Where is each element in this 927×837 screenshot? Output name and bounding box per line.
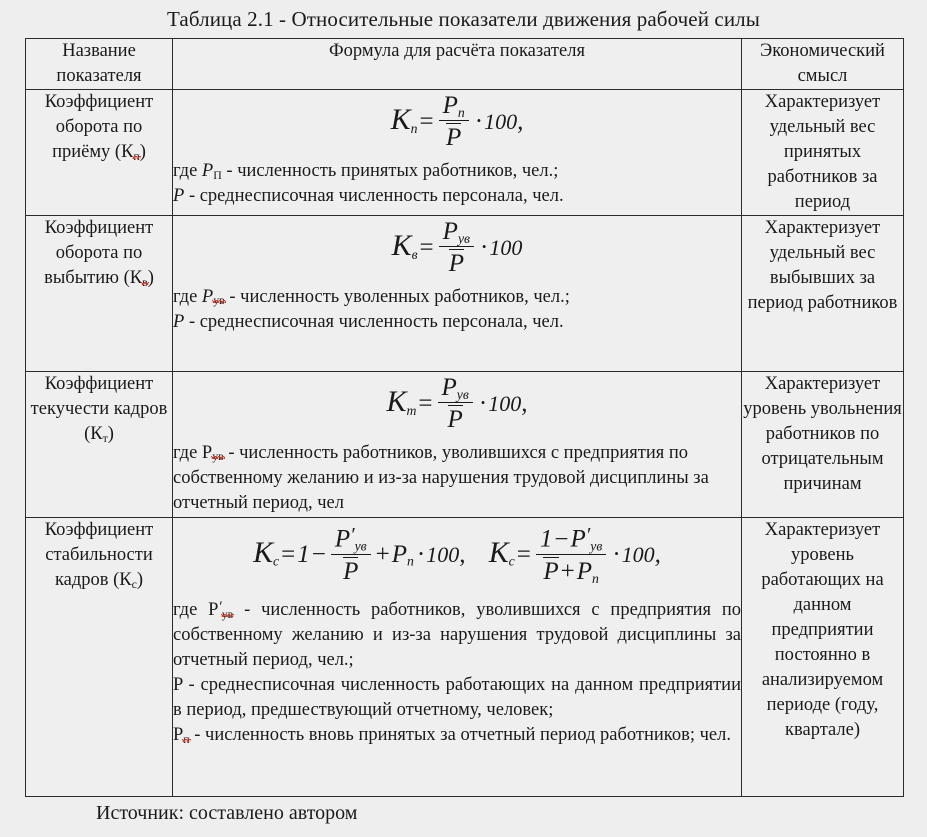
row-name-cell bbox=[26, 518, 173, 797]
note-text: - среднесписочная численность персонала, чел. bbox=[184, 185, 564, 206]
formula-multiply-dot: · bbox=[416, 540, 426, 568]
formula-fraction bbox=[438, 375, 473, 434]
row-sense-cell: Характеризует удельный вес принятых работников за период bbox=[742, 90, 904, 216]
numerator-p: P bbox=[442, 218, 458, 245]
fraction-numerator bbox=[439, 93, 469, 121]
note-text: - численность принятых работников, чел.; bbox=[221, 160, 559, 181]
row-name-cell: Коэффициент оборота по приёму $(К_п)$ bbox=[26, 90, 173, 216]
formula-note-1: где $P_{ув}$ - численность уволенных работников, чел.; bbox=[173, 286, 570, 308]
formula-sub-v: в bbox=[411, 246, 418, 262]
formula-kc-pair bbox=[173, 518, 741, 594]
numerator-sub: ув bbox=[456, 386, 469, 402]
header-sense: Экономический смысл bbox=[742, 39, 904, 90]
fraction-denominator bbox=[439, 247, 474, 277]
row-sense-cell: Характеризует уровень увольнения работников по отрицательным причинам bbox=[742, 372, 904, 518]
formula-hundred: 100 bbox=[488, 390, 522, 416]
formula-p-pp-sub: п bbox=[407, 553, 414, 569]
denominator-p-overline: P bbox=[343, 557, 359, 585]
fraction-denominator bbox=[536, 555, 606, 585]
row-name-text: Коэффициент оборота по выбытию (К bbox=[44, 218, 154, 288]
note-text: - численность работников, уволившихся с предприятия по собственному желанию и из-за нарушения трудовой дисциплины за отчетный период, чел.; bbox=[173, 600, 741, 671]
formula-fraction bbox=[536, 525, 606, 585]
formula-equals: = bbox=[419, 233, 434, 261]
formula-one: 1 bbox=[297, 540, 310, 568]
table-header-row bbox=[26, 39, 904, 90]
note-text: - численность работников, уволившихся с предприятия по собственному желанию и из-за нарушения трудовой дисциплины за отчетный период, чел bbox=[173, 442, 709, 513]
formula-multiply-dot: · bbox=[478, 389, 488, 417]
row-name-text: Коэффициент оборота по приёму (К bbox=[44, 92, 154, 162]
table-caption: Таблица 2.1 - Относительные показатели движения рабочей силы bbox=[167, 7, 760, 31]
row-formula-cell bbox=[173, 216, 742, 372]
formula-sub-p: п bbox=[410, 120, 418, 136]
fraction-numerator bbox=[536, 525, 606, 555]
denominator-p-overline: P bbox=[448, 250, 464, 278]
formula-kt bbox=[173, 372, 741, 441]
row-sense-cell: Характеризует удельный вес выбывших за период работников bbox=[742, 216, 904, 372]
formula-symbol-k: К bbox=[488, 535, 509, 569]
row-name-tail: ) bbox=[136, 570, 144, 590]
table-row bbox=[26, 372, 904, 518]
formula-comma: , bbox=[654, 540, 661, 568]
formula-plus: + bbox=[375, 540, 390, 568]
note-text: - среднесписочная численность персонала, чел. bbox=[184, 311, 564, 332]
note-prefix: где bbox=[173, 442, 202, 463]
numerator-p: P bbox=[442, 92, 458, 119]
table-row bbox=[26, 90, 904, 216]
denominator-plus: + bbox=[560, 557, 575, 585]
fraction-denominator bbox=[439, 121, 469, 151]
row-name-tail: ) bbox=[139, 142, 146, 162]
formula-minus: − bbox=[311, 540, 326, 568]
denominator-p: P bbox=[576, 557, 593, 585]
formula-symbol-k: К bbox=[390, 102, 411, 136]
fraction-numerator bbox=[439, 219, 474, 247]
row-name-subscript: т bbox=[102, 430, 108, 445]
fraction-denominator bbox=[331, 555, 371, 585]
formula-note-1: где $P'_{ув}$ - численность работников, уволившихся с предприятия по собственному желанию и из-за нарушения трудовой дисциплины за отчетный период, чел.; bbox=[173, 598, 741, 671]
note-variable-subscript: П bbox=[213, 167, 222, 182]
fraction-numerator bbox=[331, 525, 371, 555]
formula-note-2 bbox=[173, 673, 741, 723]
formula-sub-s: с bbox=[272, 553, 280, 569]
denominator-p-overline: P bbox=[543, 557, 559, 585]
numerator-sub: п bbox=[457, 104, 465, 120]
numerator-p: P bbox=[441, 374, 457, 401]
note-variable-prime: ′ bbox=[218, 598, 222, 616]
formula-p-pp: P bbox=[391, 540, 408, 568]
formula-note-3: $P_п$ - численность вновь принятых за отчетный период работников; чел. bbox=[173, 725, 731, 747]
note-variable: P bbox=[201, 160, 214, 181]
numerator-prime: ′ bbox=[585, 524, 591, 546]
formula-kc-second bbox=[489, 526, 661, 586]
numerator-sub: ув bbox=[457, 230, 471, 246]
formula-kc-first bbox=[253, 526, 465, 586]
note-prefix: где bbox=[173, 286, 202, 307]
formula-fraction bbox=[439, 93, 469, 152]
row-formula-cell bbox=[173, 90, 742, 216]
row-formula-cell bbox=[173, 372, 742, 518]
formula-equals: = bbox=[516, 540, 531, 568]
formula-fraction bbox=[439, 219, 474, 278]
note-variable: P bbox=[173, 185, 185, 206]
row-name-cell bbox=[26, 372, 173, 518]
formula-multiply-dot: · bbox=[480, 233, 489, 261]
formula-multiply-dot: · bbox=[612, 540, 621, 568]
note-variable: P bbox=[173, 675, 183, 696]
formula-equals: = bbox=[418, 389, 433, 417]
note-variable: P bbox=[201, 442, 213, 463]
note-variable: P bbox=[208, 600, 219, 621]
numerator-minus: − bbox=[554, 525, 569, 553]
numerator-sub: ув bbox=[590, 538, 603, 554]
formula-note-2 bbox=[173, 184, 741, 209]
note-text: - численность вновь принятых за отчетный период работников; чел. bbox=[189, 725, 731, 746]
row-formula-cell bbox=[173, 518, 742, 797]
formula-sub-t: т bbox=[406, 402, 417, 418]
numerator-sub: ув bbox=[354, 538, 367, 554]
formula-hundred: 100 bbox=[621, 541, 655, 567]
formula-hundred: 100 bbox=[426, 541, 460, 567]
note-text: - среднесписочная численность работающих на данном предприятии в период, предшествующий отчетному, человек; bbox=[173, 675, 741, 721]
denominator-sub: п bbox=[592, 570, 599, 586]
formula-comma: , bbox=[521, 389, 528, 417]
row-name-text: Коэффициент текучести кадров (К bbox=[30, 374, 168, 444]
row-name-text: Коэффициент стабильности кадров (К bbox=[44, 520, 154, 590]
numerator-one: 1 bbox=[539, 525, 553, 553]
formula-hundred: 100 bbox=[489, 234, 523, 260]
formula-comma: , bbox=[459, 540, 466, 568]
fraction-denominator bbox=[438, 403, 473, 433]
formula-comma: , bbox=[517, 107, 524, 135]
note-variable: P bbox=[201, 286, 214, 307]
row-name-subscript: с bbox=[131, 576, 137, 591]
numerator-prime: ′ bbox=[350, 524, 355, 546]
formula-multiply-dot: · bbox=[474, 107, 484, 135]
formula-equals: = bbox=[419, 107, 434, 135]
table-row bbox=[26, 518, 904, 797]
formula-equals: = bbox=[281, 540, 296, 568]
formula-symbol-k: К bbox=[253, 535, 273, 569]
row-name-cell: Коэффициент оборота по выбытию $(К_в)$ bbox=[26, 216, 173, 372]
formula-symbol-k: К bbox=[386, 384, 407, 418]
note-text: - численность уволенных работников, чел.; bbox=[224, 286, 570, 307]
note-variable: P bbox=[173, 311, 185, 332]
header-name: Название показателя bbox=[26, 39, 173, 90]
note-variable: P bbox=[173, 725, 184, 746]
denominator-p-overline: P bbox=[447, 406, 463, 434]
row-sense-cell: Характеризует уровень работающих на данном предприятии постоянно в анализируемом периоде (году, квартале) bbox=[742, 518, 904, 797]
indicators-table bbox=[25, 38, 904, 797]
formula-kv bbox=[173, 216, 741, 285]
formula-symbol-k: К bbox=[391, 228, 412, 262]
formula-sub-s: с bbox=[508, 553, 515, 569]
source-note: Источник: составлено автором bbox=[96, 802, 358, 824]
formula-hundred: 100 bbox=[484, 108, 518, 134]
row-name-tail: ) bbox=[147, 268, 154, 288]
note-prefix: где bbox=[173, 600, 209, 621]
denominator-p-overline: P bbox=[446, 124, 462, 152]
formula-note-1: где $P_{ув}$ - численность работников, уволившихся с предприятия по собственному желанию и из-за нарушения трудовой дисциплины за отчетный период, чел bbox=[173, 442, 709, 513]
table-row bbox=[26, 216, 904, 372]
fraction-numerator bbox=[438, 375, 473, 403]
row-name-tail: ) bbox=[107, 424, 114, 444]
formula-fraction bbox=[331, 525, 371, 585]
numerator-p: P bbox=[334, 525, 351, 553]
formula-note-2 bbox=[173, 310, 741, 335]
formula-note-1 bbox=[173, 159, 741, 184]
formula-kp bbox=[173, 90, 741, 159]
numerator-p: P bbox=[570, 525, 586, 553]
note-prefix: где bbox=[173, 160, 202, 181]
header-formula: Формула для расчёта показателя bbox=[173, 39, 742, 90]
